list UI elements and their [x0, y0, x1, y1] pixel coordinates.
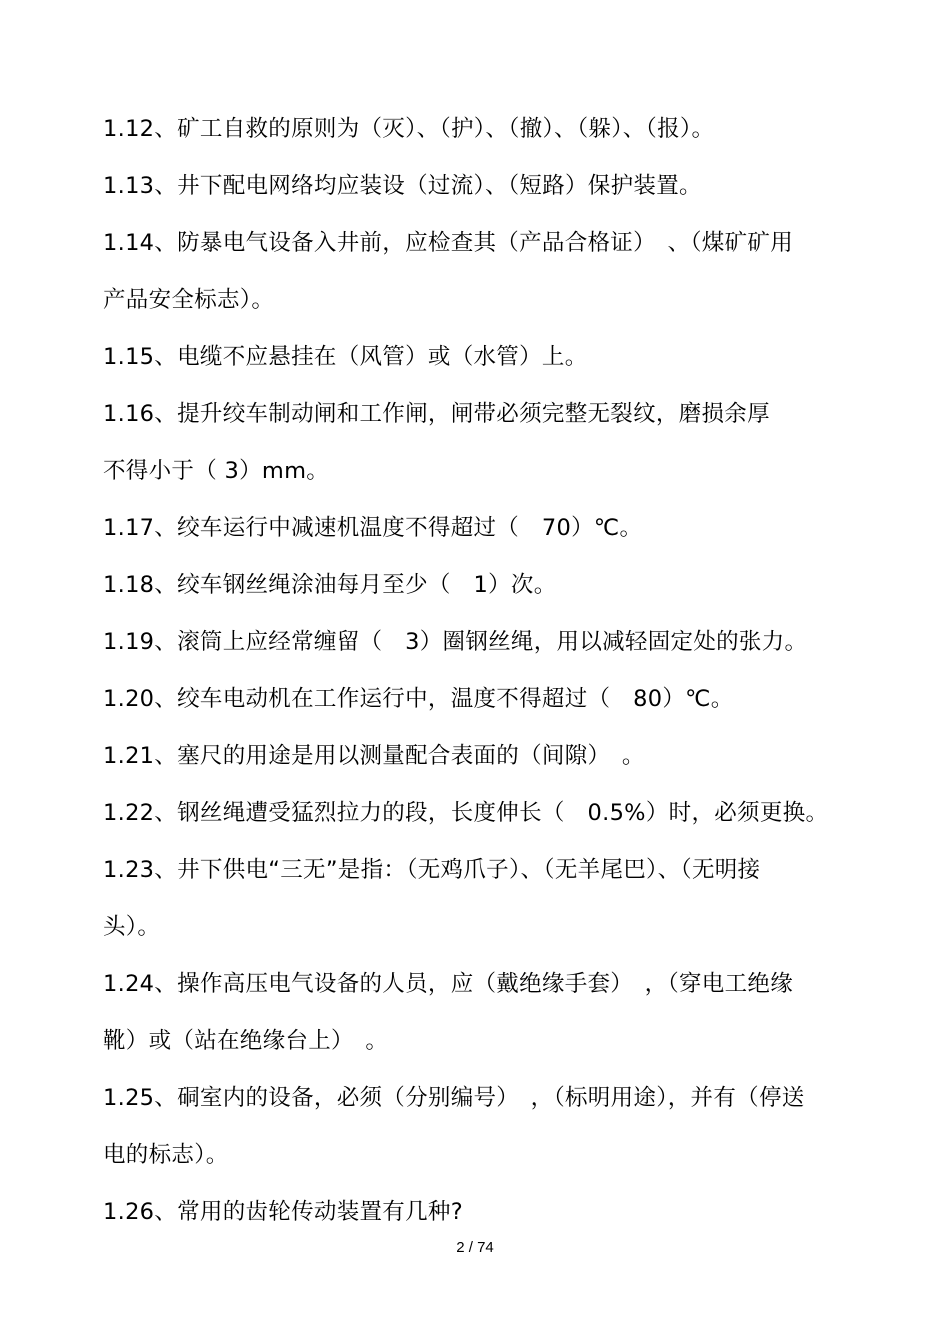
text-line-19: 电的标志）。 [103, 1142, 229, 1168]
text-line-4: 产品安全标志）。 [103, 287, 275, 313]
text-line-17: 靴）或（站在绝缘台上） 。 [103, 1028, 389, 1054]
text-line-9: 1.18、绞车钢丝绳涂油每月至少（ 1）次。 [103, 572, 557, 598]
text-line-16: 1.24、操作高压电气设备的人员，应（戴绝缘手套） ，（穿电工绝缘 [103, 971, 793, 997]
text-line-6: 1.16、提升绞车制动闸和工作闸，闸带必须完整无裂纹，磨损余厚 [103, 401, 770, 427]
text-line-12: 1.21、塞尺的用途是用以测量配合表面的（间隙） 。 [103, 743, 645, 769]
text-line-7: 不得小于（ 3）mm。 [103, 458, 330, 484]
text-line-15: 头）。 [103, 914, 161, 940]
text-line-1: 1.12、矿工自救的原则为（灭）、（护）、（撤）、（躲）、（报）。 [103, 116, 715, 142]
text-line-2: 1.13、井下配电网络均应装设（过流）、（短路）保护装置。 [103, 173, 702, 199]
text-line-18: 1.25、硐室内的设备，必须（分别编号） ，（标明用途），并有（停送 [103, 1085, 805, 1111]
text-line-13: 1.22、钢丝绳遭受猛烈拉力的段，长度伸长（ 0.5%）时，必须更换。 [103, 800, 829, 826]
text-line-20: 1.26、常用的齿轮传动装置有几种? [103, 1199, 463, 1225]
text-line-14: 1.23、井下供电“三无”是指：（无鸡爪子）、（无羊尾巴）、（无明接 [103, 857, 761, 883]
text-line-5: 1.15、电缆不应悬挂在（风管）或（水管）上。 [103, 344, 588, 370]
text-line-11: 1.20、绞车电动机在工作运行中，温度不得超过（ 80）℃。 [103, 686, 734, 712]
text-line-10: 1.19、滚筒上应经常缠留（ 3）圈钢丝绳，用以减轻固定处的张力。 [103, 629, 808, 655]
page-number: 2 / 74 [456, 1239, 494, 1256]
text-line-3: 1.14、防暴电气设备入井前，应检查其（产品合格证） 、（煤矿矿用 [103, 230, 793, 256]
text-line-8: 1.17、绞车运行中减速机温度不得超过（ 70）℃。 [103, 515, 643, 541]
